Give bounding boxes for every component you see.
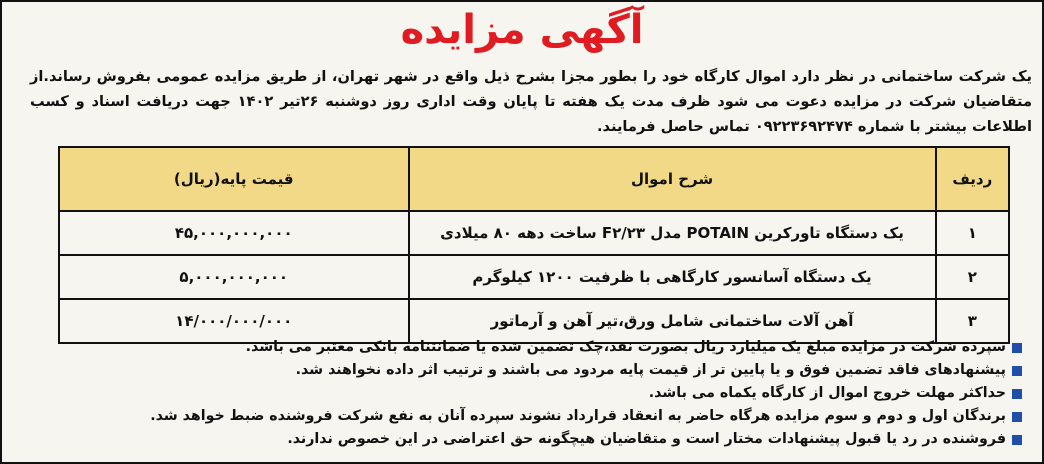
note-text: برندگان اول و دوم و سوم مزایده هرگاه حاضر به انعقاد قرارداد نشوند سپرده آنان به نفع شرکت فروشنده ضبط خواهد شد. (150, 408, 1006, 424)
header-row-number: ردیف (936, 147, 1009, 211)
row-number: ۱ (936, 211, 1009, 255)
list-item (22, 336, 1022, 359)
note-text: حداکثر مهلت خروج اموال از کارگاه یکماه می باشد. (648, 385, 1006, 401)
list-item (22, 405, 1022, 428)
note-text: سپرده شرکت در مزایده مبلغ یک میلیارد ریال بصورت نقد،چک تضمین شده یا ضمانتنامه بانکی معتبر می باشد. (245, 339, 1006, 355)
table-header-row (59, 147, 1009, 211)
notice-intro: یک شرکت ساختمانی در نظر دارد اموال کارگاه خود را بطور مجزا بشرح ذیل واقع در شهر تهران، از طریق مزایده عمومی بفروش رساند.از متقاضیان شرکت در مزایده دعوت می شود ظرف مدت یک هفته تا پایان وقت اداری روز دوشنبه ۲۶تیر ۱۴۰۲ جهت دریافت اسناد و کسب اطلاعات بیشتر با شماره ۰۹۲۲۳۶۹۲۴۷۴ تماس حاصل فرمایند. (30, 68, 1033, 135)
items-table (58, 146, 1010, 344)
header-description: شرح اموال (409, 147, 936, 211)
row-description: یک دستگاه آسانسور کارگاهی با ظرفیت ۱۲۰۰ کیلوگرم (409, 255, 936, 299)
terms-list (22, 336, 1022, 451)
list-item (22, 382, 1022, 405)
row-price: ۱۴/۰۰۰/۰۰۰/۰۰۰ (59, 299, 409, 343)
note-text: پیشنهادهای فاقد تضمین فوق و یا پایین تر از قیمت پایه مردود می باشند و ترتیب اثر داده نخواهند شد. (295, 362, 1006, 378)
note-text: فروشنده در رد یا قبول پیشنهادات مختار است و متقاضیان هیچگونه حق اعتراضی در این خصوص ندارند. (287, 431, 1006, 447)
square-bullet-icon (1012, 389, 1022, 399)
row-number: ۳ (936, 299, 1009, 343)
table-row (59, 255, 1009, 299)
list-item (22, 428, 1022, 451)
square-bullet-icon (1012, 412, 1022, 422)
row-price: ۴۵,۰۰۰,۰۰۰,۰۰۰ (59, 211, 409, 255)
row-number: ۲ (936, 255, 1009, 299)
header-base-price: قیمت پایه(ریال) (59, 147, 409, 211)
square-bullet-icon (1012, 435, 1022, 445)
notice-title: آگهی مزایده (400, 7, 644, 53)
row-description: آهن آلات ساختمانی شامل ورق،تیر آهن و آرماتور (409, 299, 936, 343)
square-bullet-icon (1012, 343, 1022, 353)
row-description: یک دستگاه تاورکرین POTAIN مدل F۲/۲۳ ساخت دهه ۸۰ میلادی (409, 211, 936, 255)
square-bullet-icon (1012, 366, 1022, 376)
row-price: ۵,۰۰۰,۰۰۰,۰۰۰ (59, 255, 409, 299)
list-item (22, 359, 1022, 382)
table-row (59, 211, 1009, 255)
